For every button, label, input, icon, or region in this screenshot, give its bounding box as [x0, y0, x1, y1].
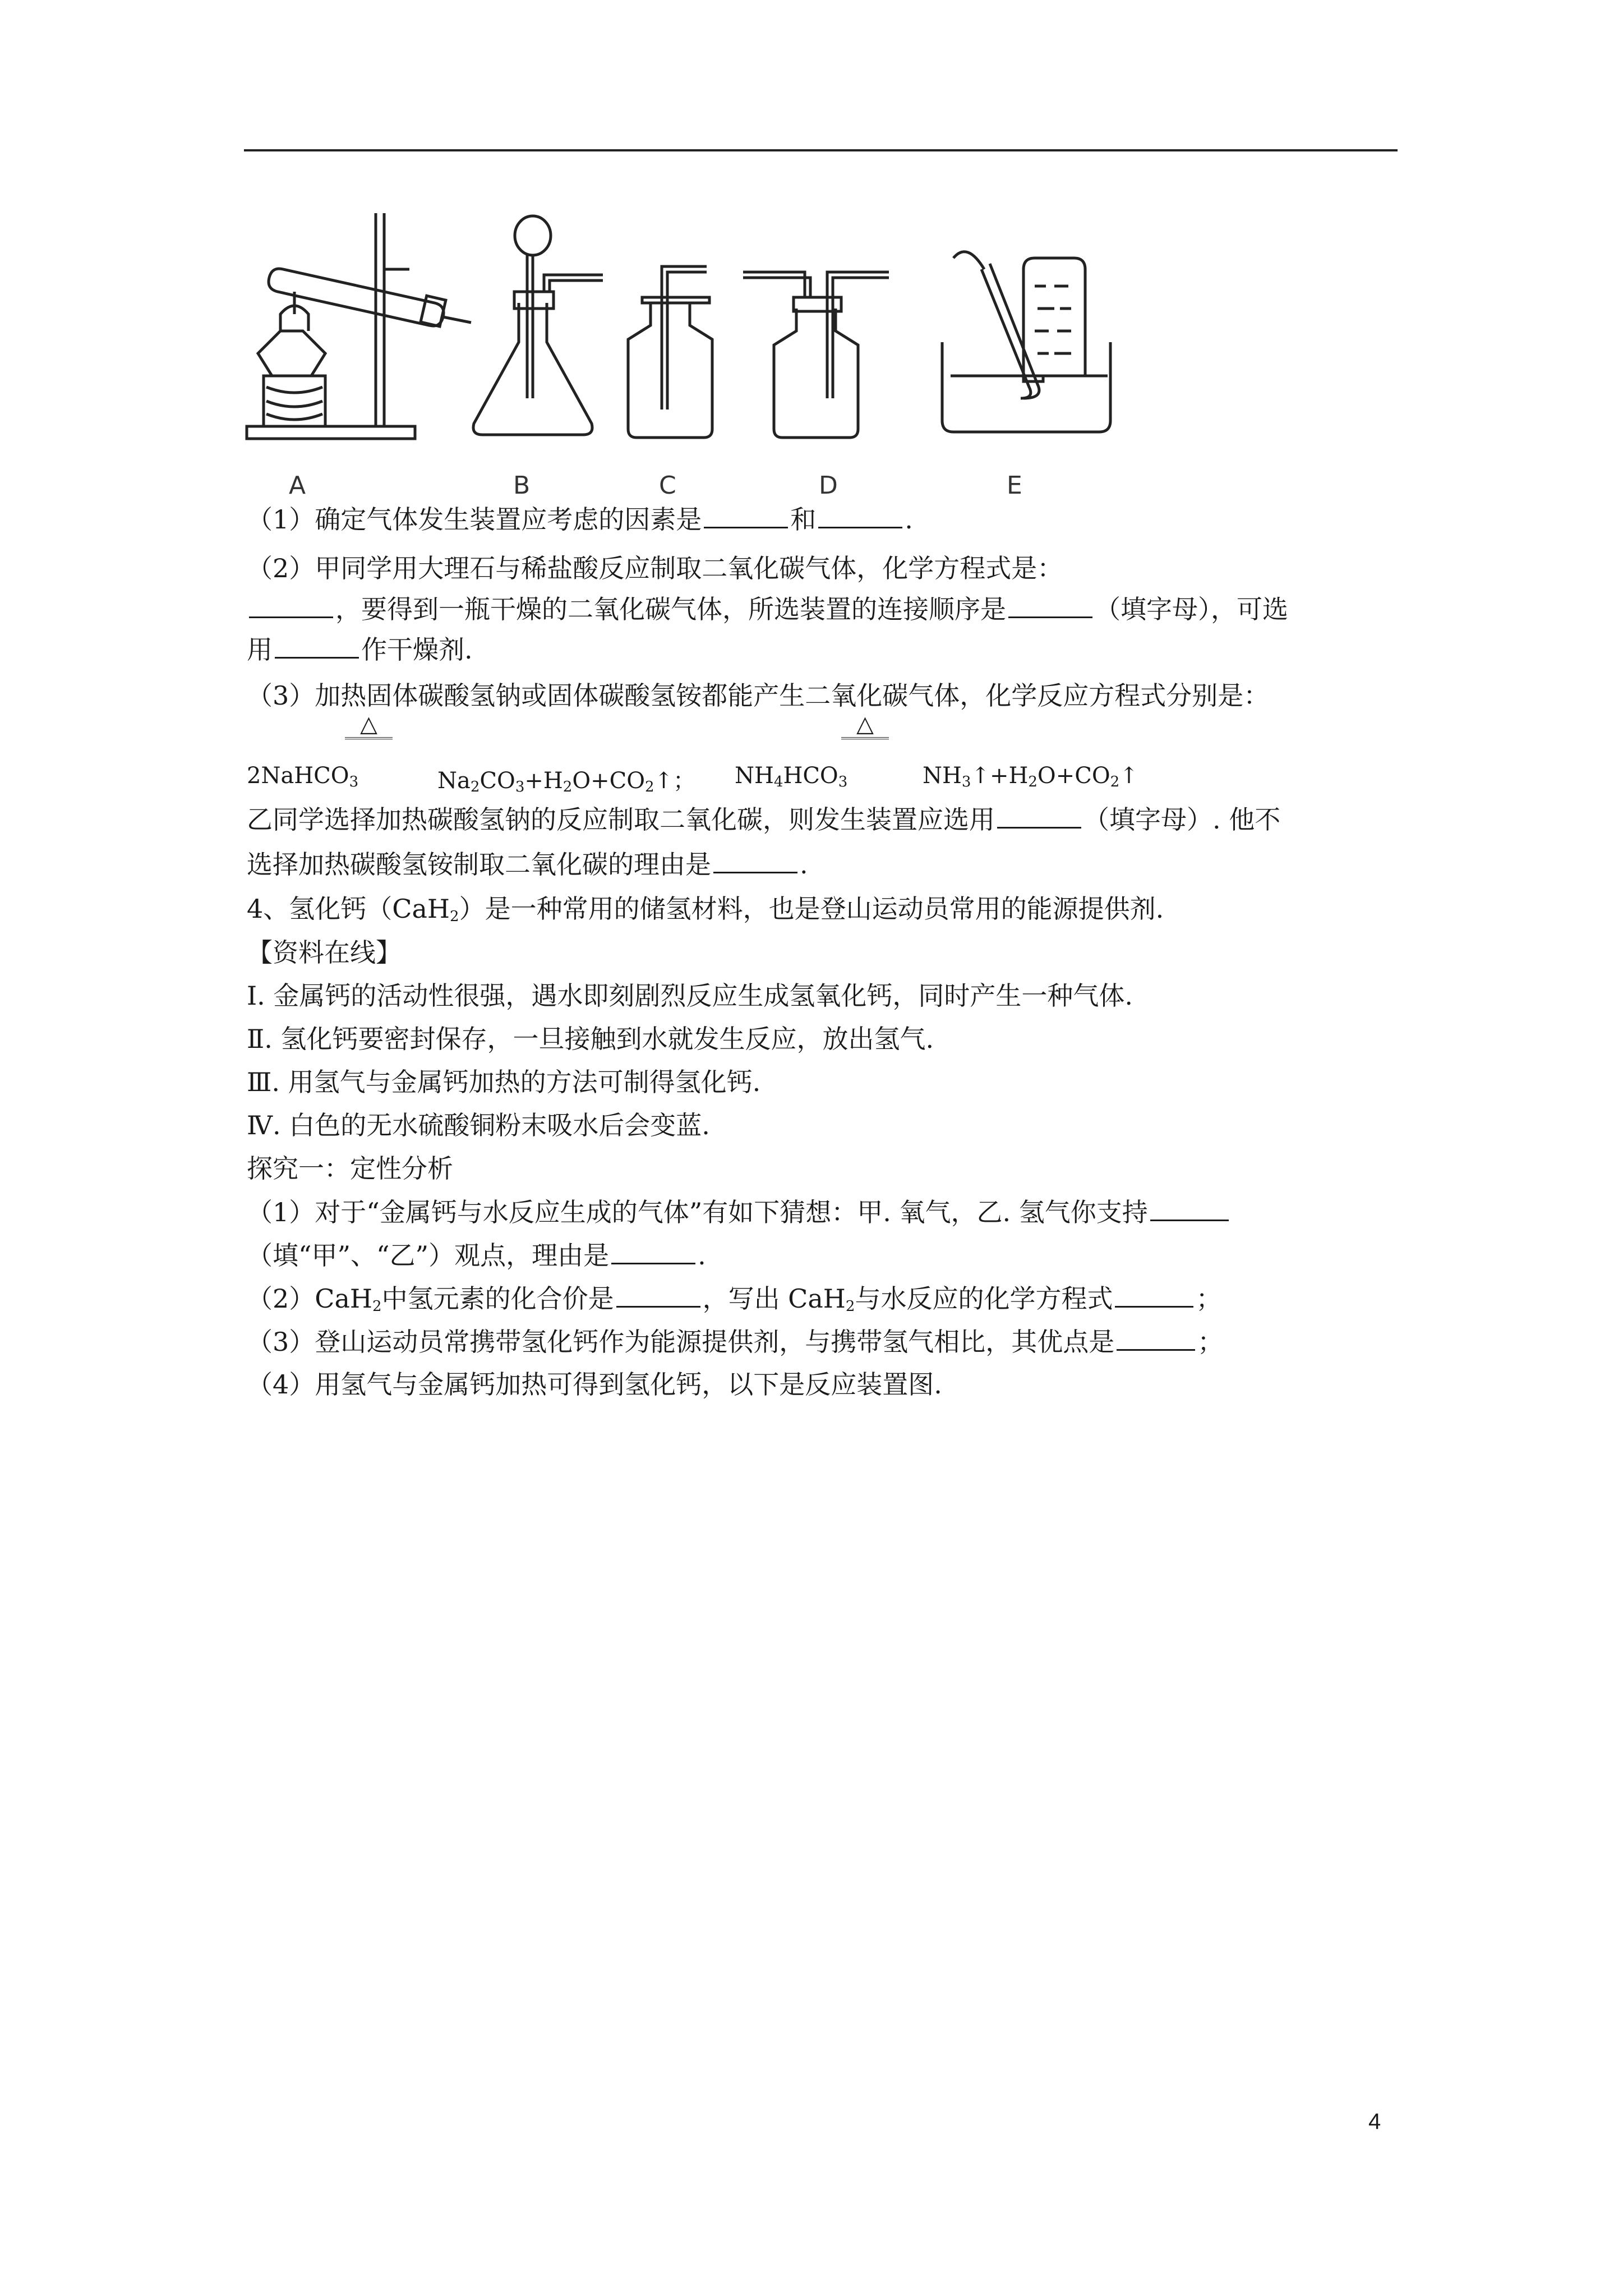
header-rule — [244, 149, 1398, 151]
apparatus-b — [473, 216, 603, 435]
q4-item-4: Ⅳ. 白色的无水硫酸铜粉末吸水后会变蓝. — [247, 1110, 710, 1140]
answer-blank[interactable] — [704, 502, 788, 528]
answer-blank[interactable] — [1117, 1324, 1195, 1351]
q4-p4: （4）用氢气与金属钙加热可得到氢化钙，以下是反应装置图. — [247, 1369, 942, 1400]
label-b: B — [513, 471, 531, 500]
q4-item-3: Ⅲ. 用氢气与金属钙加热的方法可制得氢化钙. — [247, 1067, 761, 1097]
label-c: C — [659, 471, 676, 500]
q4-p1-line1: （1）对于“金属钙与水反应生成的气体”有如下猜想：甲. 氧气，乙. 氢气你支持 — [247, 1195, 1231, 1229]
page-number: 4 — [1368, 2109, 1381, 2134]
q2-line3: 用 作干燥剂. — [247, 632, 473, 666]
equation-row — [247, 752, 1200, 797]
apparatus-a — [247, 213, 471, 439]
q2-line2: ，要得到一瓶干燥的二氧化碳气体，所选装置的连接顺序是 （填字母），可选 — [247, 592, 1288, 626]
q4-p2: （2）CaH$_2$中氢元素的化合价是 ，写出 CaH$_2$与水反应的化学方程式 ； — [247, 1281, 1221, 1323]
answer-blank[interactable] — [713, 847, 797, 873]
eq2-right: $NH_3↑+H_2O+CO_2↑$ — [923, 763, 1138, 790]
q4-heading: 【资料在线】 — [247, 937, 402, 968]
answer-blank[interactable] — [611, 1238, 695, 1264]
q3-line4: 选择加热碳酸氢铵制取二氧化碳的理由是 . — [247, 847, 808, 881]
heat-condition-symbol: △ — [841, 711, 889, 739]
label-e: E — [1007, 471, 1022, 500]
q4-item-2: Ⅱ. 氢化钙要密封保存，一旦接触到水就发生反应，放出氢气. — [247, 1024, 934, 1054]
q4-item-1: Ⅰ. 金属钙的活动性很强，遇水即刻剧烈反应生成氢氧化钙，同时产生一种气体. — [247, 981, 1133, 1011]
q4-p3: （3）登山运动员常携带氢化钙作为能源提供剂，与携带氢气相比，其优点是 ； — [247, 1324, 1223, 1359]
answer-blank[interactable] — [1115, 1281, 1193, 1308]
eq1-right: $Na_2CO_3+H_2O+CO_2↑$； — [437, 768, 696, 795]
answer-blank[interactable] — [1008, 592, 1092, 618]
answer-blank[interactable] — [1150, 1195, 1229, 1221]
q3-line3: 乙同学选择加热碳酸氢钠的反应制取二氧化碳，则发生装置应选用 （填字母）. 他不 — [247, 802, 1280, 836]
q2-line1: （2）甲同学用大理石与稀盐酸反应制取二氧化碳气体，化学方程式是： — [247, 553, 1063, 583]
apparatus-drawing — [241, 208, 1195, 505]
q4-p1-line2: （填“甲”、“乙”）观点，理由是 . — [247, 1238, 706, 1272]
label-a: A — [289, 471, 306, 500]
apparatus-figure — [241, 208, 1195, 505]
apparatus-d — [743, 272, 889, 438]
answer-blank[interactable] — [275, 632, 359, 659]
apparatus-e — [942, 252, 1110, 432]
answer-blank[interactable] — [997, 802, 1081, 829]
answer-blank[interactable] — [818, 502, 902, 528]
answer-blank[interactable] — [616, 1281, 700, 1308]
q4-intro: 4、氢化钙（CaH$_2$）是一种常用的储氢材料，也是登山运动员常用的能源提供剂. — [247, 894, 1164, 925]
label-d: D — [819, 471, 838, 500]
eq1-left: 2NaHCO$_3$ — [247, 763, 359, 790]
answer-blank[interactable] — [249, 592, 333, 618]
q3-line1: （3）加热固体碳酸氢钠或固体碳酸氢铵都能产生二氧化碳气体，化学反应方程式分别是： — [247, 680, 1270, 711]
q4-explore: 探究一：定性分析 — [247, 1153, 453, 1184]
q1-line: （1）确定气体发生装置应考虑的因素是 和 . — [247, 502, 913, 536]
apparatus-c — [628, 266, 712, 438]
eq2-left: $NH_4HCO_3$ — [735, 763, 848, 790]
heat-condition-symbol: △ — [345, 711, 393, 739]
